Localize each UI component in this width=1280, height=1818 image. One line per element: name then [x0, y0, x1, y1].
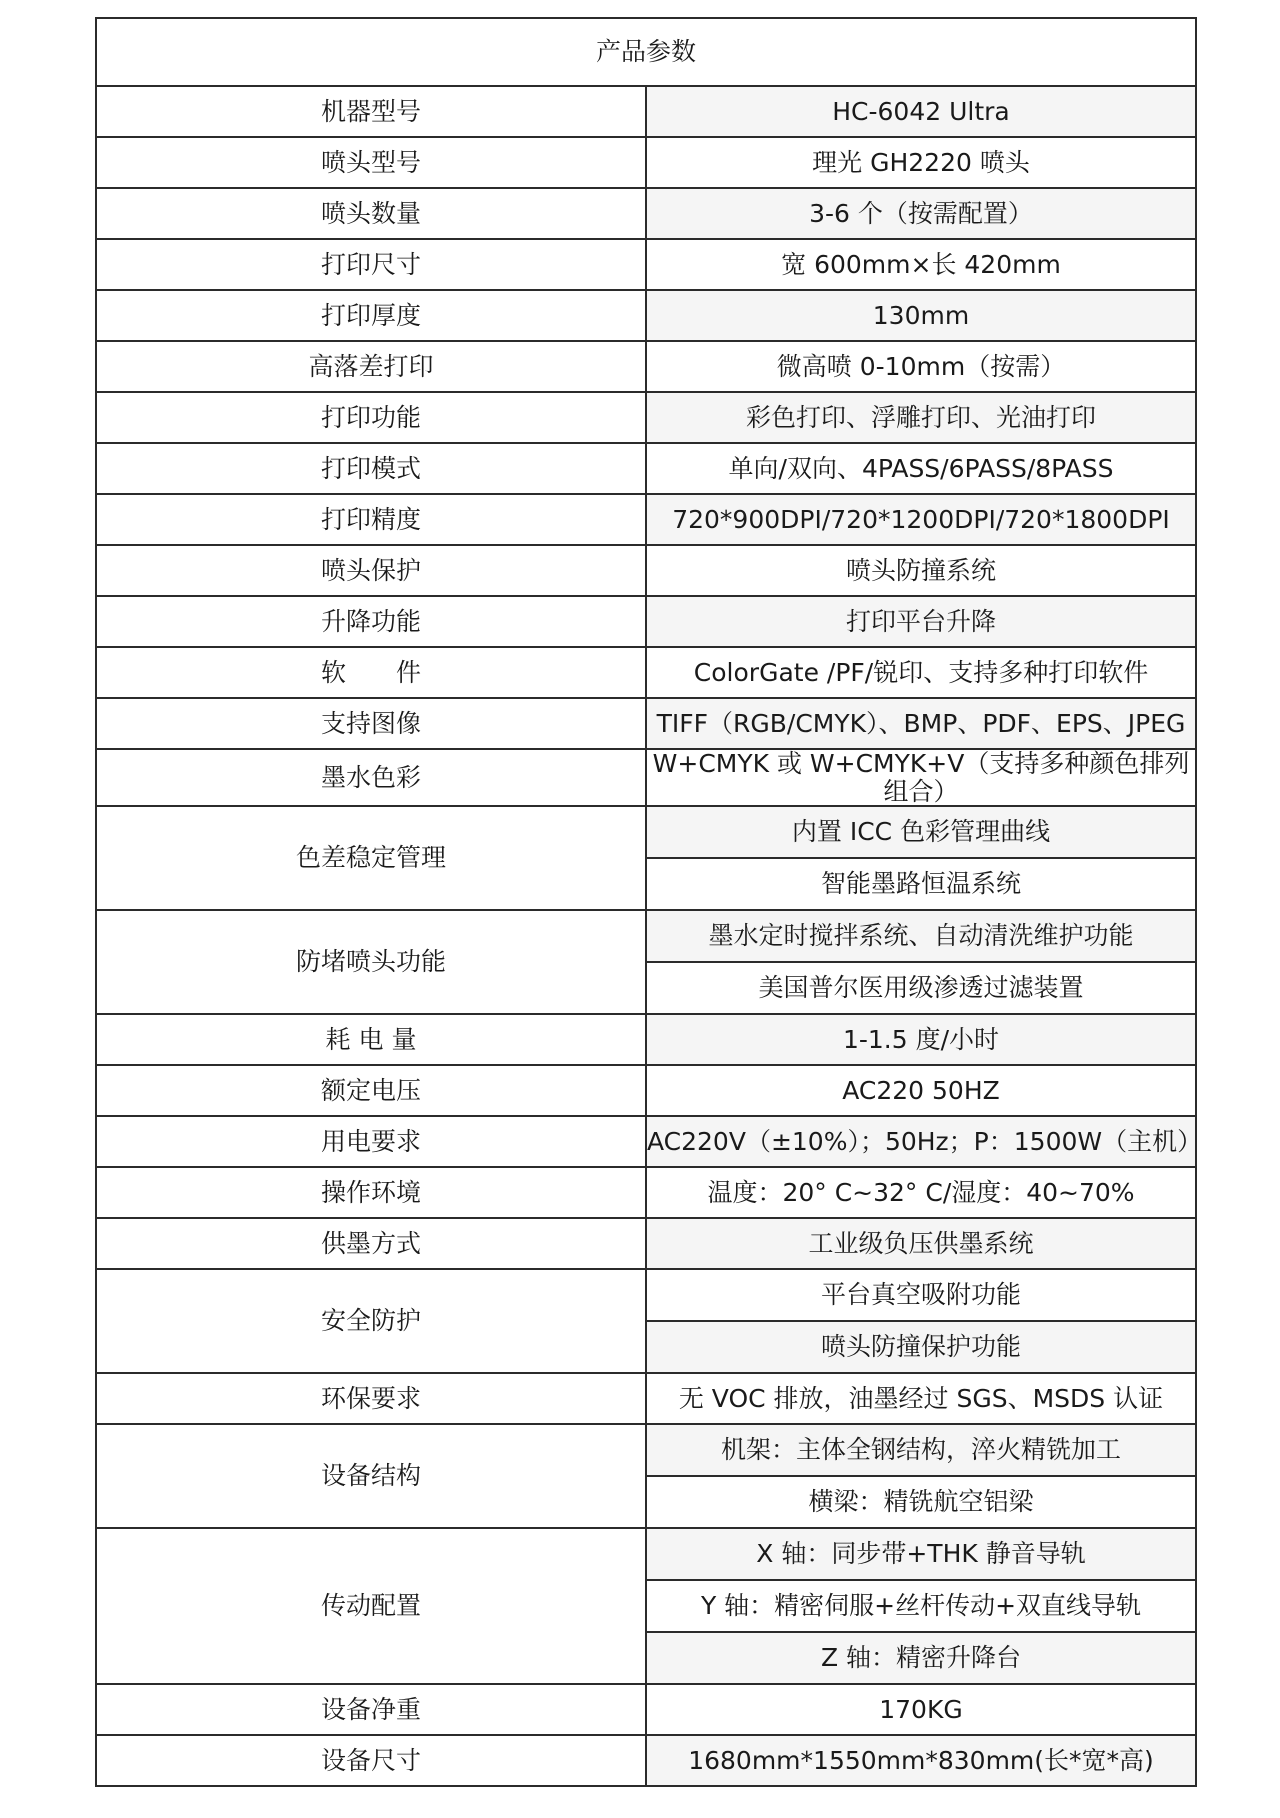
spec-label: 打印模式 — [96, 443, 646, 494]
spec-label: 防堵喷头功能 — [96, 910, 646, 1014]
spec-label: 安全防护 — [96, 1269, 646, 1373]
spec-value: 1680mm*1550mm*830mm(长*宽*高) — [646, 1735, 1196, 1786]
spec-label: 色差稳定管理 — [96, 806, 646, 910]
spec-label: 喷头型号 — [96, 137, 646, 188]
spec-value: 打印平台升降 — [646, 596, 1196, 647]
spec-label: 用电要求 — [96, 1116, 646, 1167]
spec-value: 宽 600mm×长 420mm — [646, 239, 1196, 290]
table-row — [96, 1373, 1196, 1424]
table-row — [96, 494, 1196, 545]
spec-value: AC220V（±10%）；50Hz；P：1500W（主机） — [646, 1116, 1196, 1167]
table-row — [96, 86, 1196, 137]
spec-value: 理光 GH2220 喷头 — [646, 137, 1196, 188]
spec-value: Y 轴：精密伺服+丝杆传动+双直线导轨 — [646, 1580, 1196, 1632]
spec-label: 支持图像 — [96, 698, 646, 749]
spec-value: 微高喷 0-10mm（按需） — [646, 341, 1196, 392]
table-row — [96, 443, 1196, 494]
spec-label: 设备尺寸 — [96, 1735, 646, 1786]
spec-value: 工业级负压供墨系统 — [646, 1218, 1196, 1269]
table-row — [96, 239, 1196, 290]
spec-label: 额定电压 — [96, 1065, 646, 1116]
spec-value: 横梁：精铣航空铝梁 — [646, 1476, 1196, 1528]
table-row — [96, 392, 1196, 443]
table-row — [96, 1167, 1196, 1218]
table-row — [96, 749, 1196, 806]
table-row — [96, 1424, 1196, 1476]
spec-value: W+CMYK 或 W+CMYK+V（支持多种颜色排列组合） — [646, 749, 1196, 806]
spec-label: 软 件 — [96, 647, 646, 698]
spec-value: X 轴：同步带+THK 静音导轨 — [646, 1528, 1196, 1580]
table-row — [96, 1218, 1196, 1269]
spec-label: 设备结构 — [96, 1424, 646, 1528]
table-row — [96, 806, 1196, 858]
spec-value: 单向/双向、4PASS/6PASS/8PASS — [646, 443, 1196, 494]
spec-value: AC220 50HZ — [646, 1065, 1196, 1116]
table-row — [96, 1528, 1196, 1580]
table-row — [96, 1065, 1196, 1116]
spec-label: 打印精度 — [96, 494, 646, 545]
table-row — [96, 1269, 1196, 1321]
spec-value: 彩色打印、浮雕打印、光油打印 — [646, 392, 1196, 443]
spec-value: 喷头防撞系统 — [646, 545, 1196, 596]
spec-value: 平台真空吸附功能 — [646, 1269, 1196, 1321]
spec-label: 高落差打印 — [96, 341, 646, 392]
spec-value: 喷头防撞保护功能 — [646, 1321, 1196, 1373]
spec-label: 打印尺寸 — [96, 239, 646, 290]
spec-value: 温度：20° C~32° C/湿度：40~70% — [646, 1167, 1196, 1218]
spec-label: 设备净重 — [96, 1684, 646, 1735]
table-row — [96, 1014, 1196, 1065]
table-title-row — [96, 18, 1196, 86]
spec-label: 喷头保护 — [96, 545, 646, 596]
spec-label: 操作环境 — [96, 1167, 646, 1218]
table-row — [96, 1116, 1196, 1167]
spec-value: HC-6042 Ultra — [646, 86, 1196, 137]
spec-value: 无 VOC 排放，油墨经过 SGS、MSDS 认证 — [646, 1373, 1196, 1424]
spec-value: 智能墨路恒温系统 — [646, 858, 1196, 910]
spec-value: ColorGate /PF/锐印、支持多种打印软件 — [646, 647, 1196, 698]
spec-value: 170KG — [646, 1684, 1196, 1735]
spec-label: 墨水色彩 — [96, 749, 646, 806]
spec-value: 720*900DPI/720*1200DPI/720*1800DPI — [646, 494, 1196, 545]
spec-label: 打印功能 — [96, 392, 646, 443]
table-row — [96, 910, 1196, 962]
spec-label: 耗 电 量 — [96, 1014, 646, 1065]
spec-label: 机器型号 — [96, 86, 646, 137]
table-row — [96, 188, 1196, 239]
spec-value: 墨水定时搅拌系统、自动清洗维护功能 — [646, 910, 1196, 962]
table-row — [96, 647, 1196, 698]
table-row — [96, 698, 1196, 749]
spec-label: 供墨方式 — [96, 1218, 646, 1269]
table-row — [96, 290, 1196, 341]
table-row — [96, 1684, 1196, 1735]
spec-label: 环保要求 — [96, 1373, 646, 1424]
spec-value: 机架：主体全钢结构，淬火精铣加工 — [646, 1424, 1196, 1476]
spec-label: 传动配置 — [96, 1528, 646, 1684]
table-title: 产品参数 — [96, 18, 1196, 86]
spec-value: 美国普尔医用级渗透过滤装置 — [646, 962, 1196, 1014]
spec-value: 3-6 个（按需配置） — [646, 188, 1196, 239]
spec-value: TIFF（RGB/CMYK）、BMP、PDF、EPS、JPEG — [646, 698, 1196, 749]
table-row — [96, 137, 1196, 188]
spec-value: 内置 ICC 色彩管理曲线 — [646, 806, 1196, 858]
spec-label: 喷头数量 — [96, 188, 646, 239]
spec-value: Z 轴：精密升降台 — [646, 1632, 1196, 1684]
spec-value: 130mm — [646, 290, 1196, 341]
spec-label: 升降功能 — [96, 596, 646, 647]
table-row — [96, 545, 1196, 596]
table-row — [96, 596, 1196, 647]
table-row — [96, 1735, 1196, 1786]
spec-label: 打印厚度 — [96, 290, 646, 341]
table-row — [96, 341, 1196, 392]
spec-table — [95, 17, 1203, 1787]
spec-value: 1-1.5 度/小时 — [646, 1014, 1196, 1065]
